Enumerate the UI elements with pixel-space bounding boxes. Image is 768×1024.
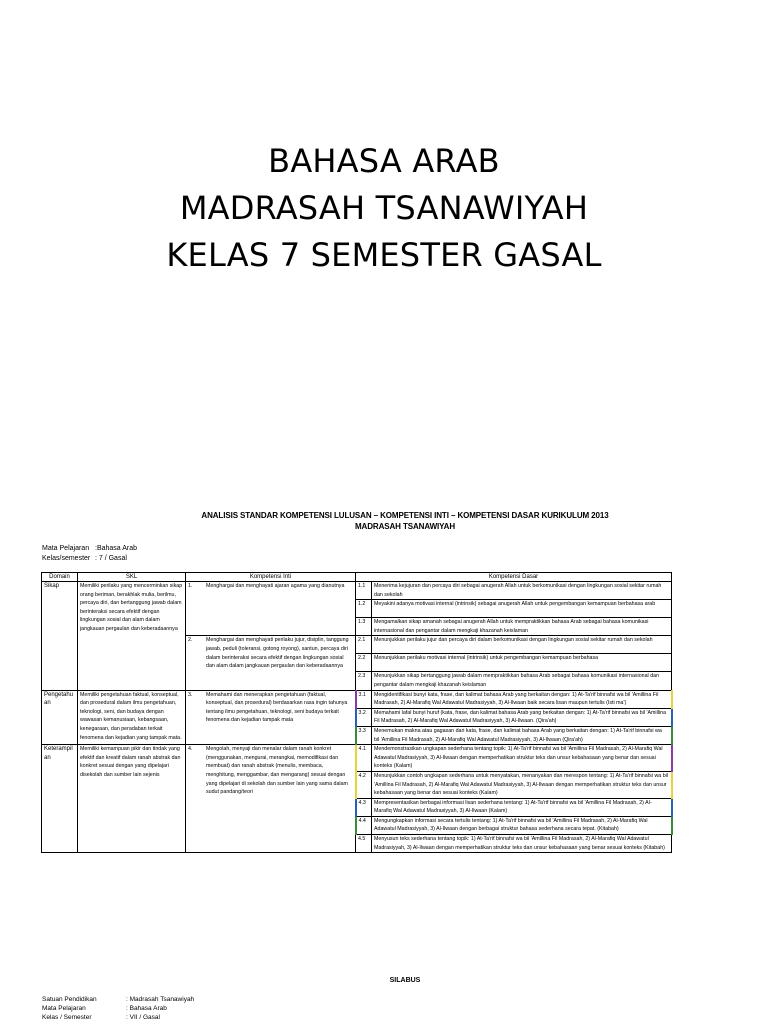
ki-text: Mengolah, menyaji dan menalar dalam ranah konkret (menggunakan, mengurai, merangkai, memodifikasi dan membuat) dan ranah abstrak (menulis, membaca, menghitung, menggambar, dan mengarang) sesuai dengan yang dipelajari di sekolah dan sumber lain yang sama dalam sudut pandang/teori (206, 746, 348, 796)
kd-number: 4.3 (356, 798, 372, 816)
ki-number: 1. (188, 583, 193, 589)
meta-semester-value: : 7 / Gasal (95, 555, 127, 562)
silabus-title: SILABUS (389, 977, 421, 984)
analysis-heading-line2: MADRASAH TSANAWIYAH (354, 522, 456, 531)
kd-text: Meyakini adanya motivasi internal (intrinsik) sebagai anugerah Allah untuk pengembangan kemampuan berbahasa arab (372, 600, 672, 618)
silabus-meta-label: Mata Pelajaran (42, 1005, 86, 1012)
ki-text: Menghargai dan menghayati perilaku jujur, disiplin, tanggung jawab, peduli (toleransi, gotong royong), santun, percaya diri dalam berinteraksi secara efektif dengan lingkungan sosial dan alam dalam jangkauan pergaulan dan keberadaannya (206, 637, 349, 670)
silabus-meta-label: Satuan Pendidikan (42, 996, 97, 1003)
kd-text: Menerima kejujuran dan percaya diri sebagai anugerah Allah untuk berkomunikasi dengan lingkungan sosial sekitar rumah dan sekolah (372, 582, 672, 600)
kd-number: 3.1 (356, 690, 372, 708)
table-row (42, 745, 672, 772)
kd-number: 1.1 (356, 582, 372, 600)
silabus-meta-school (42, 995, 194, 1004)
header-domain: Domain (42, 573, 78, 582)
silabus-meta-class (42, 1013, 160, 1022)
title-line-class: KELAS 7 SEMESTER GASAL (166, 236, 602, 274)
kd-number: 4.1 (356, 745, 372, 772)
ki-1 (186, 582, 356, 636)
kd-text: Menunjukkan perilaku motivasi internal (intrinsik) untuk pengembangan kemampuan berbahasa (372, 654, 672, 672)
domain-pengetahuan: Pengetahuan (42, 690, 78, 745)
ki-2 (186, 636, 356, 690)
skl-keterampilan: Memiliki kemampuan pikir dan tindak yang efektif dan kreatif dalam ranah abstrak dan konkret sesuai dengan yang dipelajari disekolah dan sumber lain sejenis (78, 745, 186, 853)
ki-number: 3. (188, 691, 193, 698)
meta-semester-label: Kelas/semester (42, 555, 91, 562)
skl-pengetahuan: Memiliki pengetahuan faktual, konseptual, dan prosedural dalam ilmu pengetahuan, teknologi, seni, dan budaya dengan wawasan kemanusiaan, kebangsaan, kenegaraan, dan peradaban terkait fenomena dan kejadian yang tampak mata. (78, 690, 186, 745)
kd-number: 4.2 (356, 771, 372, 798)
kd-text: Menunjukkan sikap bertanggung jawab dalam mempraktikkan bahasa Arab sebagai bahasa komunikasi internasional dan pengantar dalam mengkaji khazanah keislaman (372, 672, 672, 690)
kd-number: 4.5 (356, 835, 372, 853)
ki-text: Menghargai dan menghayati ajaran agama yang dianutnya (206, 583, 345, 589)
kd-text: Mengungkapkan informasi secara tertulis tentang: 1) At-Ta'rif binnafsi wa bil 'Amillina Fil Madrasah, 2) Al-Marafiq Wal Adawatul Madrasiyyah, 3) Al-Ilwaan dengan berbagai struktur bahasa sederhana secara tepat. (Kitabah) (372, 816, 672, 834)
kd-text: Mempresentasikan berbagai informasi lisan sederhana tentang: 1) At-Ta'rif binnafsi wa bil 'Amillina Fil Madrasah, 2) Al-Marafiq Wal Adawatul Madrasiyyah, 3) Al-Ilwaan (Kalam) (372, 798, 672, 816)
table-row (42, 690, 672, 708)
competency-table (41, 572, 673, 853)
silabus-meta-subject (42, 1004, 167, 1013)
kd-number: 2.1 (356, 636, 372, 654)
document-title (0, 138, 768, 279)
kd-number: 3.2 (356, 708, 372, 726)
kd-text: Mendemonstrasikan ungkapan sederhana tentang topik: 1) At-Ta'rif binnafsi wa bil 'Amillina Fil Madrasah, 2) Al-Marafiq Wal Adawatul Madrasiyyah, 3) Al-Ilwaan dengan memperhatikan struktur teks dan unsur kebahasaan yang benar dan sesuai konteks (Kalam) (372, 745, 672, 772)
kd-text: Mengidentifikasi bunyi kata, frase, dan kalimat bahasa Arab yang berkaitan dengan: 1) At-Ta'rif binnafsi wa bil 'Amillina Fil Madrasah, 2) Al-Marafiq Wal Adawatul Madrasiyyah, 3) Al-Ilwaan baik secara lisan maupun tertulis (Isti ma') (372, 690, 672, 708)
kd-number: 2.3 (356, 672, 372, 690)
meta-semester (42, 554, 127, 564)
analysis-heading-line1: ANALISIS STANDAR KOMPETENSI LULUSAN – KOMPETENSI INTI – KOMPETENSI DASAR KURIKULUM 2013 (201, 511, 609, 520)
title-line-subject: BAHASA ARAB (268, 142, 500, 180)
ki-text: Memahami dan menerapkan pengetahuan (faktual, konseptual, dan prosedural) berdasarkan rasa ingin tahunya tentang ilmu pengetahuan, teknologi, seni budaya terkait fenomena dan kejadian tampak mata (206, 691, 348, 724)
header-ki: Kompetensi Inti (186, 573, 356, 582)
ki-4 (186, 745, 356, 853)
kd-text: Menyusun teks sederhana tentang topik: 1) At-Ta'rif binnafsi wa bil 'Amillina Fil Madrasah, 2) Al-Marafiq Wal Adawatul Madrasiyyah, 3) Al-Ilwaan dengan memperhatikan struktur teks dan unsur kebahasaan yang benar sesuai konteks (Kitabah) (372, 835, 672, 853)
kd-text: Menunjukkan perilaku jujur dan percaya diri dalam berkomunikasi dengan lingkungan sosial sekitar rumah dan sekolah (372, 636, 672, 654)
kd-number: 1.3 (356, 618, 372, 636)
ki-3 (186, 690, 356, 745)
silabus-meta-value: : Bahasa Arab (126, 1005, 167, 1012)
kd-number: 1.2 (356, 600, 372, 618)
kd-number: 4.4 (356, 816, 372, 834)
title-line-school: MADRASAH TSANAWIYAH (179, 189, 589, 227)
meta-subject (42, 544, 137, 554)
kd-text: Mengamalkan sikap amanah sebagai anugerah Allah untuk mempraktikkan bahasa Arab sebagai bahasa komunikasi internasional dan pengantar dalam mengkaji khazanah keislaman (372, 618, 672, 636)
kd-text: Menemukan makna atau gagasan dari kata, frase, dan kalimat bahasa Arab yang berkaitan dengan: 1) At-Ta'rif binnafsi wa bil 'Amillina Fil Madrasah, 2) Al-Marafiq Wal Adawatul Madrasiyyah, 3) Al-Ilwaan (Qira'ah) (372, 726, 672, 744)
silabus-meta-value: : VII / Gasal (126, 1014, 160, 1021)
meta-subject-value: :Bahasa Arab (95, 545, 138, 552)
kd-text: Memahami lafal bunyi huruf (kata, frase, dan kalimat bahasa Arab yang berkaitan dengan: 1) At-Ta'rif binnafsi wa bil 'Amillina Fil Madrasah, 2) Al-Marafiq Wal Adawatul Madrasiyyah, 3) Al-Ilwaan. (Qira'ah) (372, 708, 672, 726)
meta-subject-label: Mata Pelajaran (42, 545, 90, 552)
domain-sikap: Sikap (42, 582, 78, 691)
silabus-meta-label: Kelas / Semester (42, 1014, 92, 1021)
domain-keterampilan: Keterampilan (42, 745, 78, 853)
kd-text: Menunjukkan contoh ungkapan sederhana untuk menyatakan, menanyakan dan merespon tentang: 1) At-Ta'rif binnafsi wa bil 'Amillina Fil Madrasah, 2) Al-Marafiq Wal Adawatul Madrasiyyah, 3) Al-Ilwaan dengan memperhatikan struktur teks dan unsur kebahasaan yang benar dan sesuai konteks (Kalam) (372, 771, 672, 798)
table-header-row (42, 573, 672, 582)
header-skl: SKL (78, 573, 186, 582)
ki-number: 2. (188, 637, 193, 644)
skl-sikap: Memiliki perilaku yang mencerminkan sikap orang beriman, berakhlak mulia, berilmu, percaya diri, dan bertanggung jawab dalam berinteraksi secara efektif dengan lingkungan sosial dan alam dalam jangkauan pergaulan dan keberadaannya (78, 582, 186, 691)
ki-number: 4. (188, 746, 193, 753)
header-kd: Kompetensi Dasar (356, 573, 672, 582)
table-row (42, 582, 672, 600)
kd-number: 2.2 (356, 654, 372, 672)
silabus-meta-value: : Madrasah Tsanawiyah (126, 996, 195, 1003)
kd-number: 3.3 (356, 726, 372, 744)
analysis-heading (0, 510, 768, 532)
